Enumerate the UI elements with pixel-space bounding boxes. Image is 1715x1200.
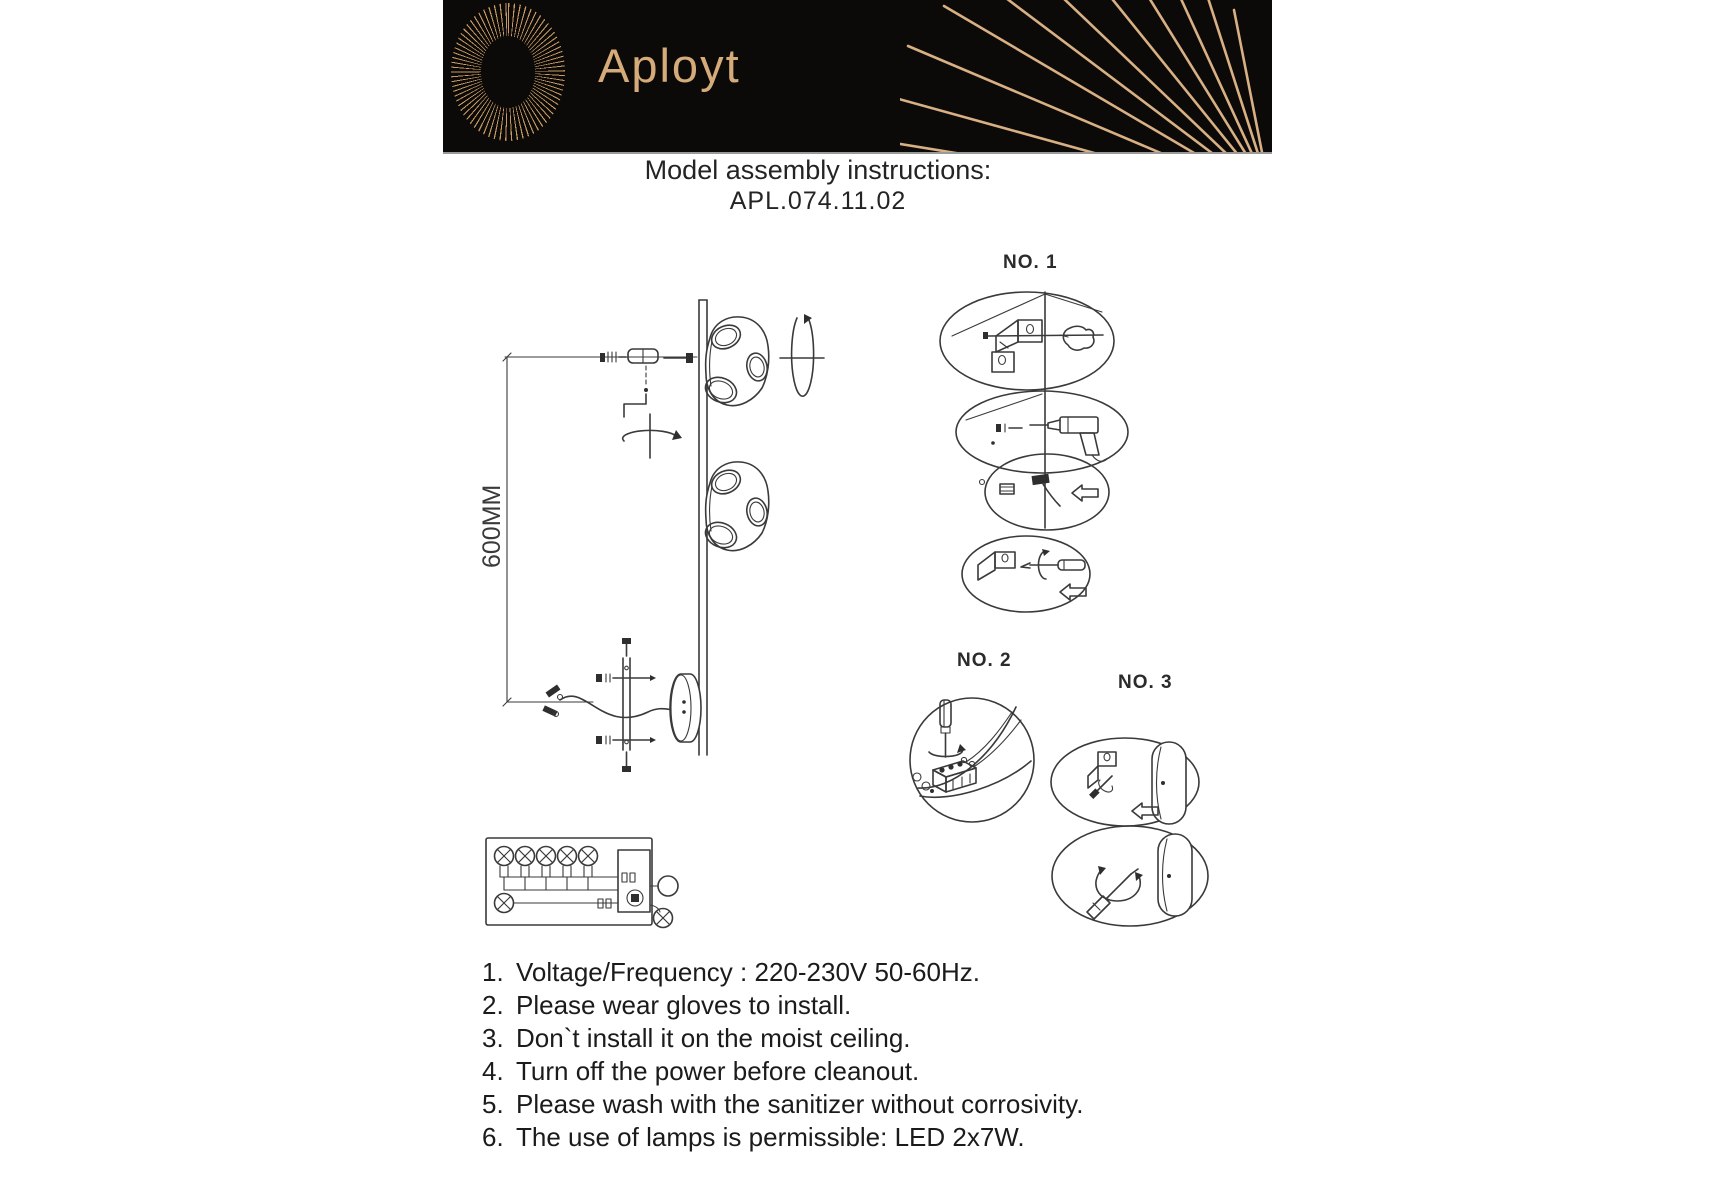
item-text: Voltage/Frequency : 220-230V 50-60Hz. <box>516 957 980 987</box>
rotate-arrow-icon <box>623 414 682 458</box>
arrow-left-icon <box>1072 485 1098 501</box>
item-text: Turn off the power before cleanout. <box>516 1056 920 1086</box>
item-number: 2. <box>482 990 504 1020</box>
step1-label: NO. 1 <box>1003 252 1058 273</box>
list-item <box>482 989 1222 1022</box>
bracket-icon <box>992 320 1042 372</box>
canopy-disc <box>1158 834 1192 916</box>
step2-figure <box>910 698 1034 822</box>
wall-mount-assembly <box>542 638 701 772</box>
dimension-lines <box>478 353 697 706</box>
item-number: 3. <box>482 1023 504 1053</box>
brand-header <box>443 0 1272 154</box>
canopy-disc <box>670 674 701 742</box>
item-number: 5. <box>482 1089 504 1119</box>
item-number: 4. <box>482 1056 504 1086</box>
step3-label: NO. 3 <box>1118 672 1173 693</box>
step1-figure <box>940 292 1128 612</box>
list-item <box>482 1088 1222 1121</box>
assembly-drawings <box>440 225 1280 975</box>
screwdriver-icon <box>1021 549 1085 579</box>
wiring-diagram <box>486 838 678 928</box>
bracket-icon <box>978 552 1015 580</box>
instructions-list <box>482 956 1222 1154</box>
step2-label: NO. 2 <box>957 650 1012 671</box>
page-title: Model assembly instructions: <box>644 155 992 185</box>
item-text: Please wear gloves to install. <box>516 990 852 1020</box>
item-text: Don`t install it on the moist ceiling. <box>516 1023 911 1053</box>
list-item <box>482 1055 1222 1088</box>
lamp-shade <box>702 462 770 552</box>
step3-figure <box>1051 738 1208 926</box>
brand-name: Aployt <box>598 39 741 92</box>
main-lamp-drawing <box>478 300 824 928</box>
sunburst-logo-icon <box>451 3 565 141</box>
model-number: APL.074.11.02 <box>729 187 907 215</box>
item-number: 6. <box>482 1122 504 1152</box>
item-number: 1. <box>482 957 504 987</box>
canopy-disc <box>1152 742 1186 824</box>
screwdriver-icon <box>929 700 966 757</box>
item-text: The use of lamps is permissible: LED 2x7W. <box>516 1122 1025 1152</box>
list-item <box>482 1022 1222 1055</box>
pointing-hand-icon <box>1060 326 1094 350</box>
item-text: Please wash with the sanitizer without corrosivity. <box>516 1089 1084 1119</box>
hammer-icon <box>980 474 1061 506</box>
top-connector <box>600 349 693 417</box>
screw-icon <box>1089 776 1112 799</box>
rays-decoration-icon <box>900 0 1272 152</box>
list-item <box>482 956 1222 989</box>
screwdriver-icon <box>1087 866 1143 919</box>
list-item <box>482 1121 1222 1154</box>
bracket-icon <box>1088 752 1116 788</box>
dimension-label: 600MM <box>478 484 506 568</box>
lamp-shade <box>702 317 770 407</box>
rotate-arrow-icon <box>780 314 824 396</box>
